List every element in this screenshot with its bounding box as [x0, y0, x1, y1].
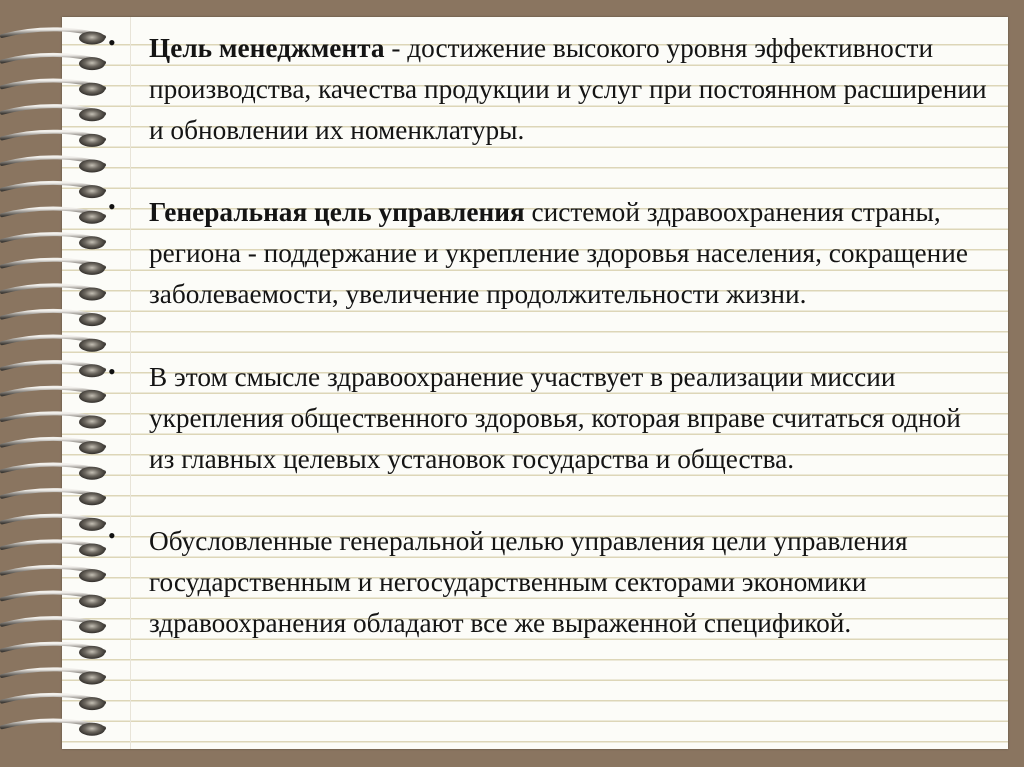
bullet-item [108, 357, 988, 481]
binding-hole [79, 646, 105, 659]
binding-hole [79, 492, 105, 505]
bullet-marker: • [108, 523, 116, 548]
bullet-item [108, 28, 988, 152]
bullet-text [108, 521, 988, 645]
binding-hole [79, 160, 105, 173]
binding-hole [79, 518, 105, 531]
bullet-bold-term: Цель менеджмента [149, 33, 385, 63]
bullet-marker: • [108, 30, 116, 55]
binding-hole [79, 723, 105, 736]
bullet-body: системой здравоохранения страны, региона - поддержание и укрепление здоровья населения, сокращение заболеваемости, увеличение продолжительности жизни. [149, 197, 968, 310]
binding-hole [79, 390, 105, 403]
binding-hole [79, 697, 105, 710]
bullet-text [108, 357, 988, 481]
bullet-text [108, 28, 988, 152]
binding-hole [79, 83, 105, 96]
bullet-body: В этом смысле здравоохранение участвует в реализации миссии укрепления общественного здоровья, которая вправе считаться одной из главных целевых установок государства и общества. [149, 362, 961, 475]
binding-hole [79, 672, 105, 685]
binding-hole [79, 544, 105, 557]
binding-hole [79, 595, 105, 608]
binding-hole [79, 108, 105, 121]
bullet-text [108, 192, 988, 316]
binding-hole [79, 620, 105, 633]
binding-hole [79, 467, 105, 480]
binding-hole [79, 569, 105, 582]
binding-hole [79, 313, 105, 326]
binding-hole [79, 32, 105, 45]
bullet-item [108, 192, 988, 316]
binding-hole [79, 364, 105, 377]
binding-hole [79, 57, 105, 70]
bullet-bold-term: Генеральная цель управления [149, 197, 525, 227]
binding-hole [79, 211, 105, 224]
binding-hole [79, 339, 105, 352]
binding-hole [79, 262, 105, 275]
bullet-item [108, 521, 988, 645]
binding-hole [79, 288, 105, 301]
binding-hole [79, 441, 105, 454]
binding-hole [79, 416, 105, 429]
binding-hole [79, 185, 105, 198]
bullet-body: Обусловленные генеральной целью управления цели управления государственным и негосударственным секторами экономики здравоохранения обладают все же выраженной спецификой. [149, 526, 908, 639]
bullet-marker: • [108, 194, 116, 219]
bullet-body: - достижение высокого уровня эффективности производства, качества продукции и услуг при постоянном расширении и обновлении их номенклатуры. [149, 33, 987, 146]
bullet-marker: • [108, 359, 116, 384]
binding-hole [79, 134, 105, 147]
binding-hole [79, 236, 105, 249]
